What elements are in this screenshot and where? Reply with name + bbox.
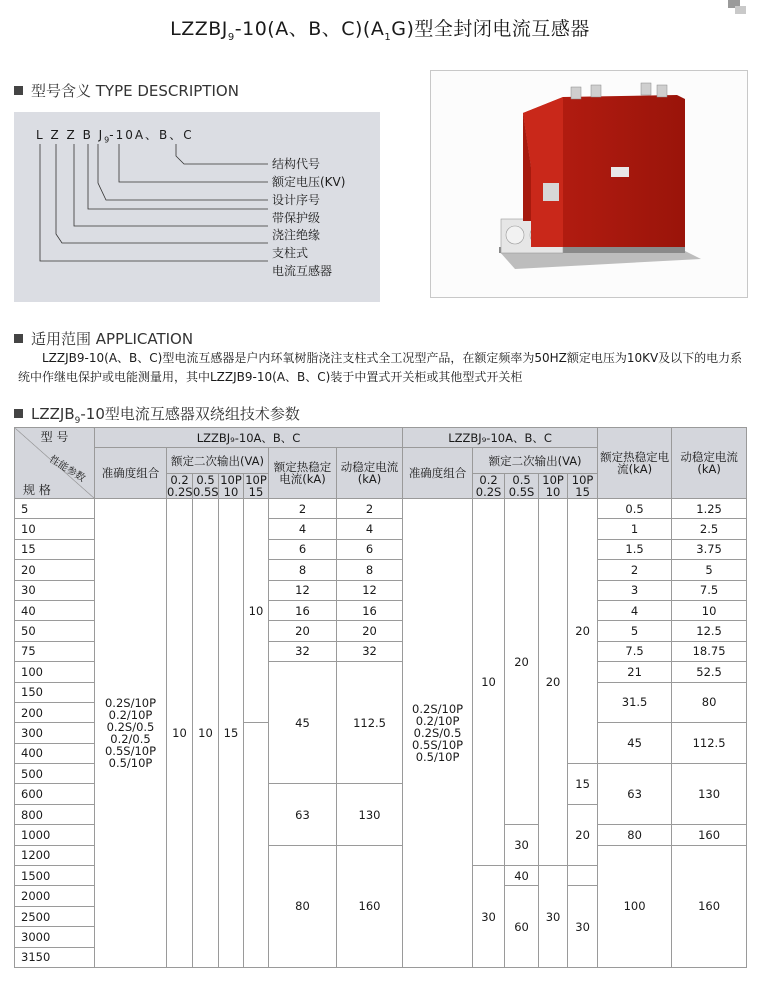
square-bullet-icon bbox=[14, 86, 23, 95]
a-dynamic-header: 动稳定电流(kA) bbox=[337, 448, 403, 499]
type-label-protection: 带保护级 bbox=[272, 211, 321, 225]
b-output-05-a: 20 bbox=[505, 499, 539, 825]
table-row: 50 20 20 5 12.5 bbox=[15, 621, 747, 641]
table-row: 300 45 112.5 bbox=[15, 723, 747, 743]
table-row: 3000 bbox=[15, 927, 747, 947]
spec-heading: $LZZJB_9-10$型电流互感器双绕组技术参数 bbox=[14, 403, 300, 426]
corner-logo-mark bbox=[728, 0, 746, 14]
table-row: 40 16 16 4 10 bbox=[15, 600, 747, 620]
a-accuracy-list: 0.2S/10P 0.2/10P 0.2S/0.5 0.2/0.5 0.5S/10P 0.5/10P bbox=[95, 499, 167, 968]
table-row: 1000 30 80 160 bbox=[15, 825, 747, 845]
b-output-05-d: 60 bbox=[505, 886, 539, 968]
b-accuracy-header: 准确度组合 bbox=[403, 448, 473, 499]
type-label-cast-insulation: 浇注绝缘 bbox=[272, 228, 321, 242]
a-thermal-header: 额定热稳定电流(kA) bbox=[269, 448, 337, 499]
type-label-current-transformer: 电流互感器 bbox=[272, 264, 333, 278]
table-row: 3150 bbox=[15, 947, 747, 967]
transformer-image bbox=[431, 71, 747, 297]
table-row: 800 20 bbox=[15, 804, 747, 824]
model-code: L Z Z B $J_9-10A$、B、C bbox=[36, 128, 194, 145]
table-row: 30 12 12 3 7.5 bbox=[15, 580, 747, 600]
page-title: $LZZBJ_9-10(A$、B、$C)(A_1G)$型全封闭电流互感器 bbox=[170, 18, 590, 43]
table-row: 150 31.5 80 bbox=[15, 682, 747, 702]
b-output-10p15-a: 20 bbox=[568, 499, 598, 764]
product-photo bbox=[430, 70, 748, 298]
table-row: 600 63 130 bbox=[15, 784, 747, 804]
table-row: 15 6 6 1.5 3.75 bbox=[15, 539, 747, 559]
b-output-col-3: 10P 10 bbox=[539, 474, 568, 499]
b-output-col-4: 10P 15 bbox=[568, 474, 598, 499]
b-output-02-a: 10 bbox=[473, 499, 505, 866]
table-row: 500 15 63 130 bbox=[15, 764, 747, 784]
a-output-header: 额定二次输出(VA) bbox=[167, 448, 269, 474]
a-output-02: 10 bbox=[167, 499, 193, 968]
a-output-10p15: 10 bbox=[244, 499, 269, 723]
b-output-10p10-b: 30 bbox=[568, 886, 598, 968]
table-row: 20 8 8 2 5 bbox=[15, 560, 747, 580]
type-label-rated-voltage: 额定电压(KV) bbox=[272, 175, 346, 189]
type-description-heading: 型号含义 TYPE DESCRIPTION bbox=[14, 80, 239, 101]
model-a-header: LZZBJ₉-10A、B、C bbox=[95, 428, 403, 448]
table-row: 200 bbox=[15, 702, 747, 722]
table-row: 100 45 112.5 21 52.5 bbox=[15, 662, 747, 682]
table-row: 2000 60 30 bbox=[15, 886, 747, 906]
application-heading: 适用范围 APPLICATION bbox=[14, 328, 193, 349]
a-output-col-4: 10P 15 bbox=[245, 473, 267, 499]
type-description-box bbox=[14, 112, 380, 302]
b-output-header: 额定二次输出(VA) bbox=[473, 448, 598, 474]
b-dynamic-header: 动稳定电流(kA) bbox=[672, 428, 747, 499]
application-text: LZZJB9-10(A、B、C)型电流互感器是户内环氧树脂浇注支柱式全工况型产品，在额定频率为50HZ额定电压为10KV及以下的电力系统中作继电保护或电能测量用，其中LZZJB9-10(A、B、C)装于中置式开关柜或其他型式开关柜 bbox=[18, 351, 743, 384]
a-output-col-3: 10P 10 bbox=[220, 473, 242, 499]
b-thermal-header: 额定热稳定电流(kA) bbox=[598, 428, 672, 499]
table-row: 1500 30 40 30 bbox=[15, 866, 747, 886]
type-label-post-type: 支柱式 bbox=[272, 246, 309, 260]
a-output-10p10: 15 bbox=[219, 499, 244, 968]
table-row: 5 0.2S/10P 0.2/10P 0.2S/0.5 0.2/0.5 0.5S/10P 0.5/10P 10 10 15 10 2 2 0.2S/10P 0.2/10P 0.2S/0.5 0.5S/10P 0.5/10P 10 20 20 20 0.5 1.25 bbox=[15, 499, 747, 519]
spec-table bbox=[14, 427, 747, 968]
type-label-design-serial: 设计序号 bbox=[272, 193, 321, 207]
b-output-02-b: 30 bbox=[473, 866, 505, 968]
table-row: 400 bbox=[15, 743, 747, 763]
b-output-10p10-a: 20 bbox=[539, 499, 568, 866]
b-output-col-1: 0.2 0.2S bbox=[473, 474, 505, 499]
type-label-structure-code: 结构代号 bbox=[272, 157, 321, 171]
a-accuracy-header: 准确度组合 bbox=[95, 448, 167, 499]
table-row: 75 32 32 7.5 18.75 bbox=[15, 641, 747, 661]
a-output-05: 10 bbox=[193, 499, 219, 968]
square-bullet-icon bbox=[14, 409, 23, 418]
table-row: 10 4 4 1 2.5 bbox=[15, 519, 747, 539]
table-corner-header: 型 号 性能参数 规 格 bbox=[15, 428, 95, 499]
square-bullet-icon bbox=[14, 334, 23, 343]
table-row: 2500 bbox=[15, 906, 747, 926]
b-output-05-b: 30 bbox=[505, 825, 539, 866]
b-output-col-2: 0.5 0.5S bbox=[505, 474, 539, 499]
a-output-col-1: 0.2 0.2S bbox=[167, 473, 193, 499]
b-output-10p15-b: 15 bbox=[568, 764, 598, 805]
a-output-col-2: 0.5 0.5S bbox=[193, 473, 219, 499]
b-output-10p15-c: 20 bbox=[568, 804, 598, 865]
b-output-05-c: 40 bbox=[505, 866, 539, 886]
table-row: 1200 80 160 100 160 bbox=[15, 845, 747, 865]
model-b-header: LZZBJ₉-10A、B、C bbox=[403, 428, 598, 448]
b-output-10p15-d: 30 bbox=[539, 866, 568, 968]
b-accuracy-list: 0.2S/10P 0.2/10P 0.2S/0.5 0.5S/10P 0.5/10P bbox=[403, 499, 473, 968]
